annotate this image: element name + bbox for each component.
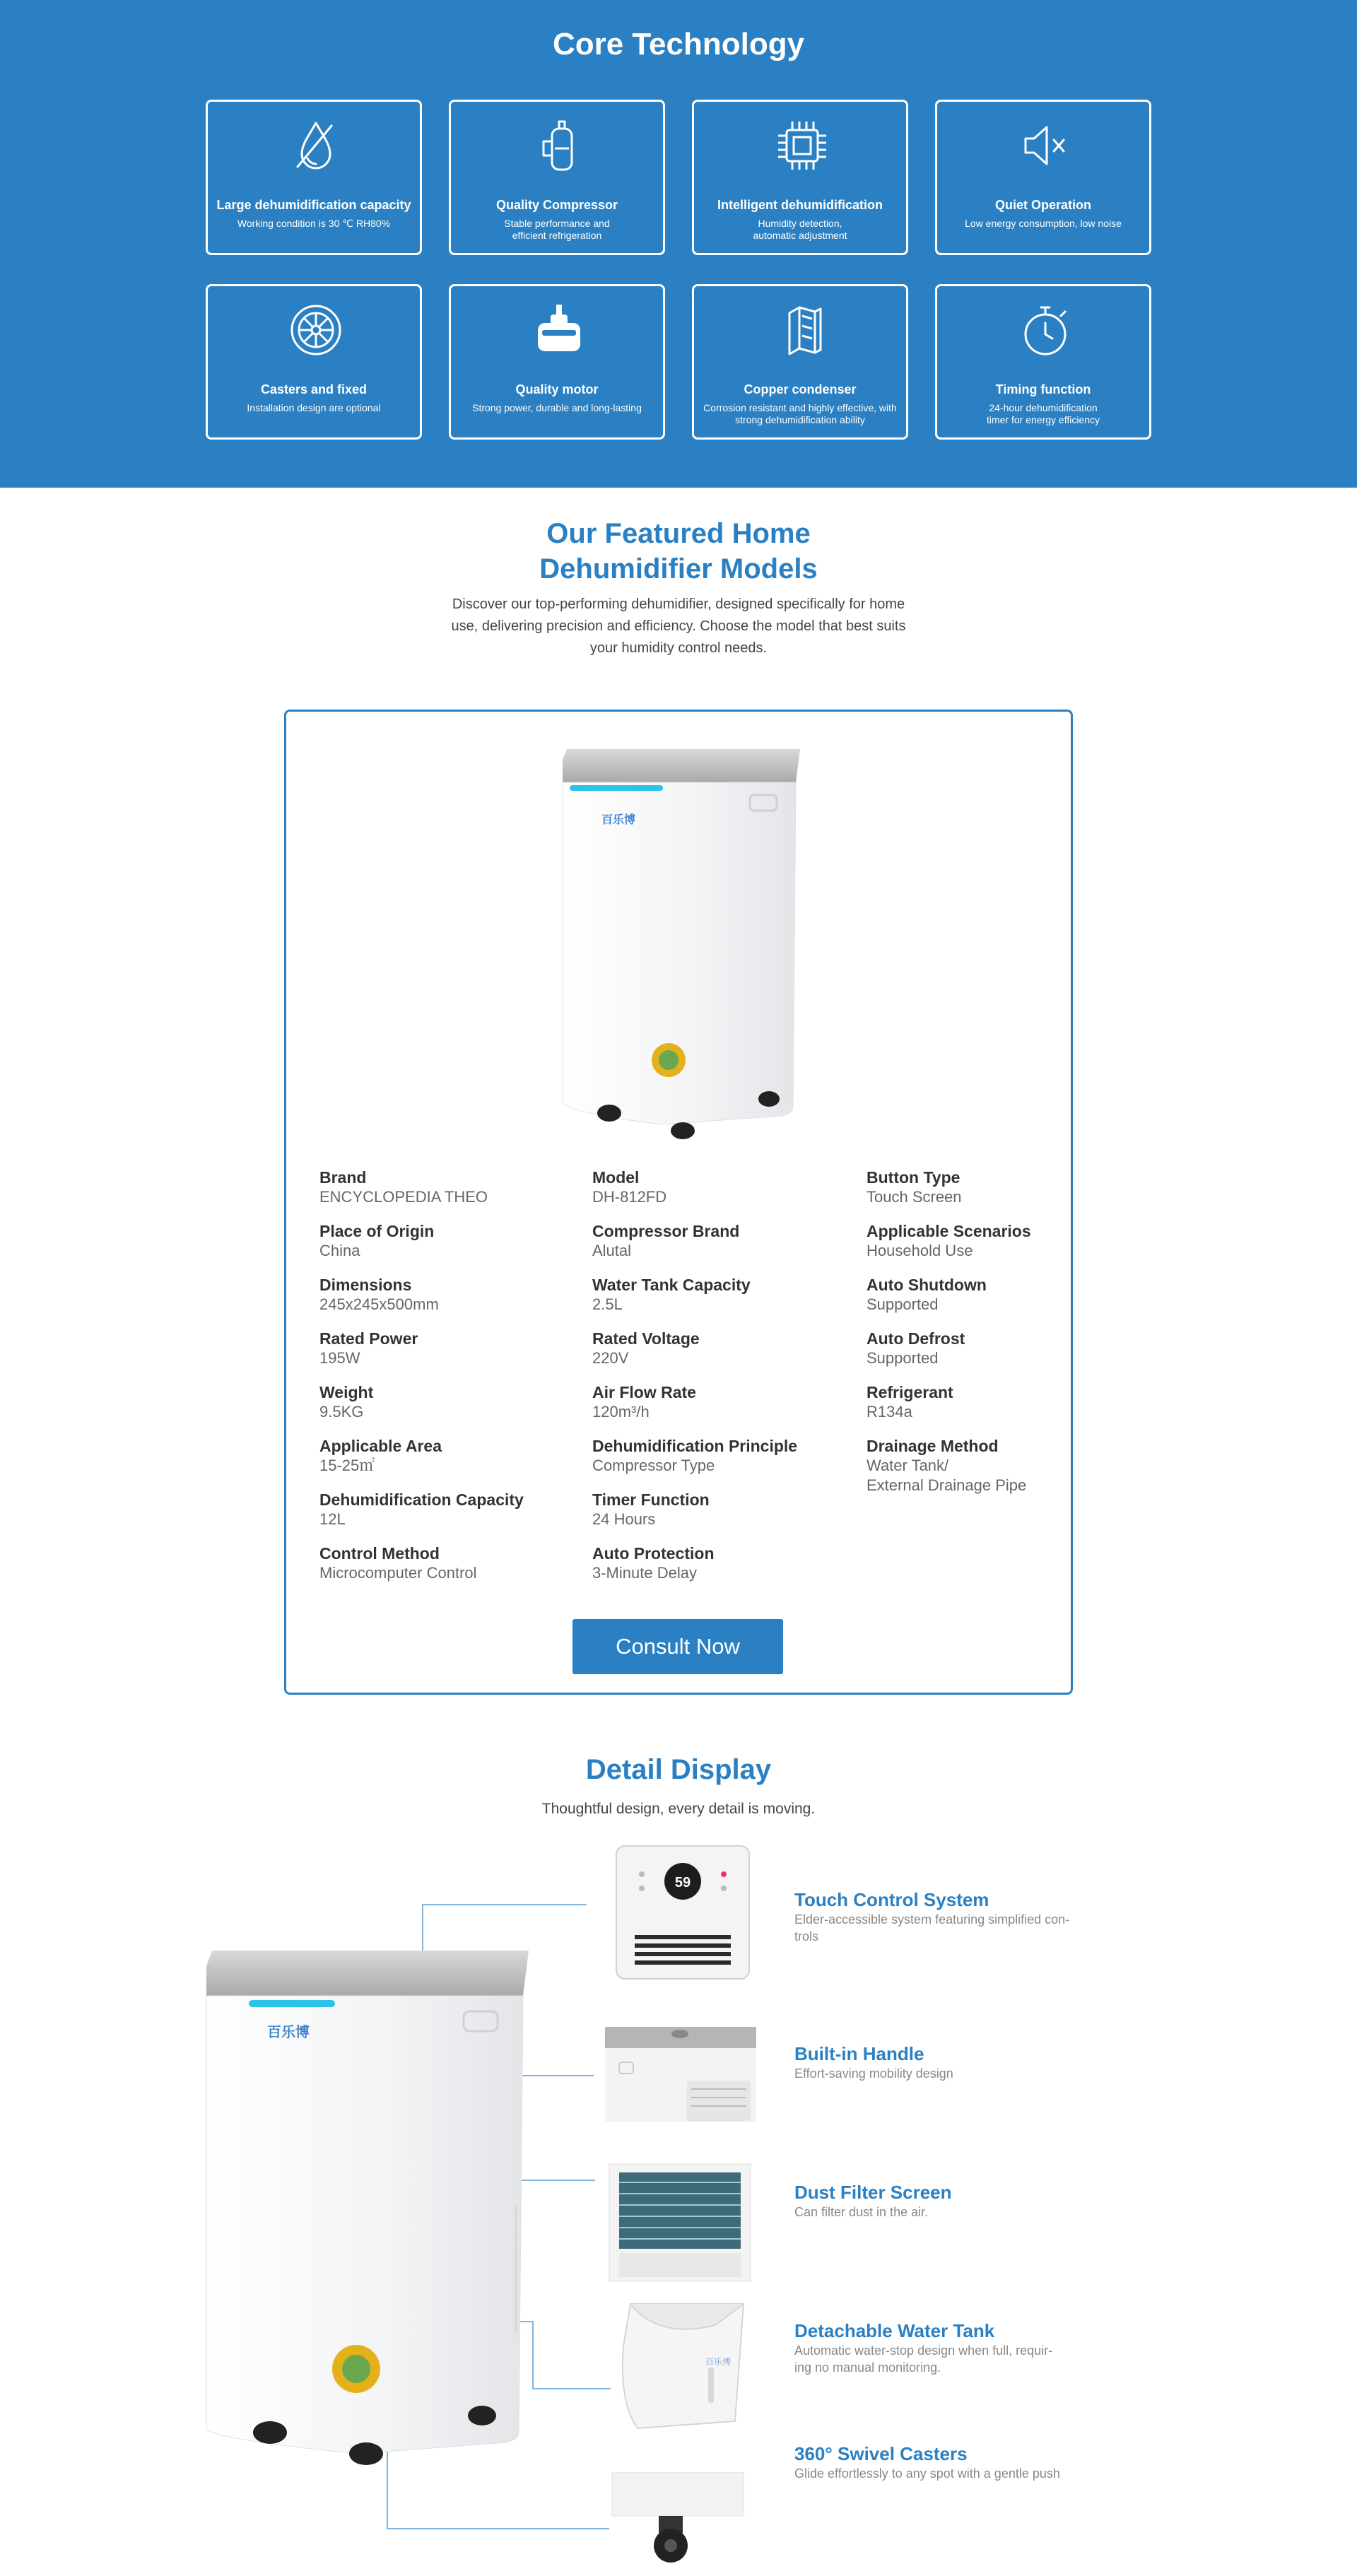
touch-display-value: 59 — [674, 1875, 691, 1890]
tech-card-title: Quiet Operation — [994, 198, 1091, 212]
spec-value: 3-Minute Delay — [592, 1564, 697, 1582]
spec-auto-shutdown — [867, 1275, 1050, 1315]
mute-speaker-icon — [1017, 117, 1074, 174]
spec-label: Timer Function — [592, 1490, 710, 1509]
spec-value: Supported — [867, 1295, 939, 1313]
feature-desc: Can filter dust in the air. — [794, 2205, 929, 2219]
spec-label: Auto Shutdown — [867, 1276, 987, 1294]
tech-card-title: Large dehumidification capacity — [216, 198, 411, 212]
spec-value: 2.5L — [592, 1295, 623, 1313]
spec-label: Place of Origin — [319, 1222, 435, 1240]
tech-card-desc: Installation design are optional — [247, 402, 381, 413]
spec-label: Applicable Scenarios — [867, 1222, 1031, 1240]
tech-card-desc: Stable performance and efficient refrigeration — [504, 218, 610, 241]
tech-card-desc: Strong power, durable and long-lasting — [472, 402, 642, 413]
spec-value: 15-25㎡ — [319, 1457, 375, 1474]
spec-label: Brand — [319, 1168, 367, 1187]
spec-rated-voltage — [592, 1329, 861, 1368]
tech-card-quiet — [935, 100, 1151, 255]
spec-control-method — [319, 1543, 588, 1583]
spec-model — [592, 1168, 861, 1207]
spec-label: Compressor Brand — [592, 1222, 740, 1240]
spec-value: 12L — [319, 1510, 346, 1528]
spec-label: Drainage Method — [867, 1437, 999, 1455]
feature-desc: Automatic water-stop design when full, requir- — [794, 2343, 1053, 2358]
spec-label: Control Method — [319, 1544, 440, 1563]
spec-place-of-origin — [319, 1221, 588, 1261]
featured-description: Discover our top-performing dehumidifier, designed specifically for home use, delivering precision and efficiency. Choose the model that best suits your humidity control needs. — [451, 596, 906, 656]
spec-timer-function — [592, 1490, 861, 1529]
feature-desc: Effort-saving mobility design — [794, 2066, 953, 2081]
spec-value: Water Tank/ — [867, 1457, 949, 1474]
spec-water-tank-capacity — [592, 1275, 861, 1315]
dust-filter-screen-image — [608, 2163, 752, 2283]
spec-auto-defrost — [867, 1329, 1050, 1368]
detail-display-title: Detail Display — [585, 1754, 772, 1785]
spec-label: Button Type — [867, 1168, 961, 1187]
spec-button-type — [867, 1168, 1050, 1207]
feature-water-tank — [794, 2319, 1105, 2376]
spec-value: 120m³/h — [592, 1403, 650, 1421]
spec-value: 24 Hours — [592, 1510, 656, 1528]
spec-value: R134a — [867, 1403, 912, 1421]
spec-value: Touch Screen — [867, 1188, 962, 1206]
tech-card-intelligent — [692, 100, 908, 255]
dehumidifier-large-image — [202, 1945, 531, 2468]
tech-card-title: Intelligent dehumidification — [717, 198, 883, 212]
core-technology-title: Core Technology — [552, 27, 805, 61]
spec-label: Weight — [319, 1383, 374, 1401]
feature-title: 360° Swivel Casters — [794, 2443, 968, 2464]
feature-built-in-handle — [794, 2042, 1105, 2082]
core-technology-section — [0, 0, 1357, 488]
feature-desc: trols — [794, 1929, 819, 1943]
tech-card-motor — [449, 284, 665, 440]
spec-label: Auto Protection — [592, 1544, 715, 1563]
swivel-casters-image — [609, 2472, 746, 2564]
spec-label: Refrigerant — [867, 1383, 953, 1401]
spec-value: External Drainage Pipe — [867, 1476, 1027, 1494]
consult-now-button[interactable]: Consult Now — [572, 1619, 783, 1674]
tech-card-desc: Humidity detection, automatic adjustment — [753, 218, 847, 241]
spec-value: 9.5KG — [319, 1403, 364, 1421]
spec-value: Compressor Type — [592, 1457, 715, 1474]
spec-value: Microcomputer Control — [319, 1564, 477, 1582]
spec-value: 245x245x500mm — [319, 1295, 439, 1313]
spec-label: Rated Power — [319, 1329, 418, 1348]
spec-label: Model — [592, 1168, 640, 1187]
spec-value: 195W — [319, 1349, 360, 1367]
spec-label: Dehumidification Capacity — [319, 1490, 524, 1509]
feature-title: Dust Filter Screen — [794, 2182, 952, 2203]
spec-dehumidification-capacity — [319, 1490, 588, 1529]
feature-title: Detachable Water Tank — [794, 2320, 995, 2341]
spec-value: Household Use — [867, 1242, 973, 1259]
tech-card-title: Quality Compressor — [495, 198, 618, 212]
feature-desc: ing no manual monitoring. — [794, 2360, 941, 2375]
svg-text:百乐博: 百乐博 — [601, 814, 636, 826]
spec-rated-power — [319, 1329, 588, 1368]
spec-value: Supported — [867, 1349, 939, 1367]
spec-dehumidification-principle — [592, 1436, 861, 1476]
feature-desc: Glide effortlessly to any spot with a gentle push — [794, 2466, 1060, 2481]
featured-title-line1: Our Featured Home — [546, 518, 811, 549]
spec-value: Alutal — [592, 1242, 632, 1259]
tech-card-title: Copper condenser — [744, 382, 857, 396]
tech-card-title: Quality motor — [515, 382, 599, 396]
featured-title — [0, 516, 1357, 587]
spec-label: Applicable Area — [319, 1437, 442, 1455]
tech-card-timing — [935, 284, 1151, 440]
wheel-icon — [288, 302, 344, 358]
spec-value: China — [319, 1242, 360, 1259]
condenser-icon — [774, 302, 830, 358]
svg-text:百乐博: 百乐博 — [705, 2357, 732, 2367]
stopwatch-icon — [1017, 302, 1074, 358]
tech-card-casters — [206, 284, 422, 440]
svg-text:百乐博: 百乐博 — [267, 2025, 310, 2040]
tech-card-desc: 24-hour dehumidification timer for energy efficiency — [986, 402, 1100, 425]
touch-control-panel-image — [613, 1843, 752, 1982]
tech-card-desc: Corrosion resistant and highly effective, with strong dehumidification ability — [703, 402, 897, 425]
tech-card-condenser — [692, 284, 908, 440]
tech-card-capacity — [206, 100, 422, 255]
spec-label: Dehumidification Principle — [592, 1437, 798, 1455]
chip-icon — [774, 117, 830, 174]
spec-drainage-method — [867, 1436, 1050, 1495]
tech-card-desc: Low energy consumption, low noise — [965, 218, 1122, 229]
spec-label: Dimensions — [319, 1276, 412, 1294]
tech-card-desc: Working condition is 30 ℃ RH80% — [237, 218, 391, 229]
spec-value: DH-812FD — [592, 1188, 667, 1206]
spec-label: Water Tank Capacity — [592, 1276, 751, 1294]
feature-dust-filter — [794, 2181, 1105, 2221]
feature-title: Touch Control System — [794, 1889, 989, 1910]
feature-swivel-casters — [794, 2442, 1105, 2482]
featured-title-line2: Dehumidifier Models — [539, 553, 818, 584]
spec-refrigerant — [867, 1382, 1050, 1422]
spec-air-flow-rate — [592, 1382, 861, 1422]
spec-brand — [319, 1168, 588, 1207]
spec-label: Rated Voltage — [592, 1329, 700, 1348]
spec-applicable-scenarios — [867, 1221, 1050, 1261]
tech-card-compressor — [449, 100, 665, 255]
feature-desc: Elder-accessible system featuring simplified con- — [794, 1912, 1070, 1927]
spec-applicable-area — [319, 1436, 588, 1476]
dehumidifier-product-image — [556, 746, 803, 1141]
spec-dimensions — [319, 1275, 588, 1315]
tech-card-title: Timing function — [995, 382, 1091, 396]
tech-card-title: Casters and fixed — [260, 382, 368, 396]
spec-auto-protection — [592, 1543, 861, 1583]
feature-touch-control — [794, 1888, 1105, 1945]
spec-value: ENCYCLOPEDIA THEO — [319, 1188, 488, 1206]
motor-icon — [531, 302, 587, 358]
feature-title: Built-in Handle — [794, 2043, 924, 2064]
spec-label: Auto Defrost — [867, 1329, 965, 1348]
water-drop-icon — [288, 117, 344, 174]
spec-weight — [319, 1382, 588, 1422]
spec-compressor-brand — [592, 1221, 861, 1261]
spec-value: 220V — [592, 1349, 629, 1367]
built-in-handle-image — [602, 2024, 759, 2123]
detachable-water-tank-image — [609, 2297, 751, 2431]
spec-label: Air Flow Rate — [592, 1383, 696, 1401]
compressor-icon — [531, 117, 587, 174]
detail-display-subtitle: Thoughtful design, every detail is moving. — [541, 1801, 816, 1817]
